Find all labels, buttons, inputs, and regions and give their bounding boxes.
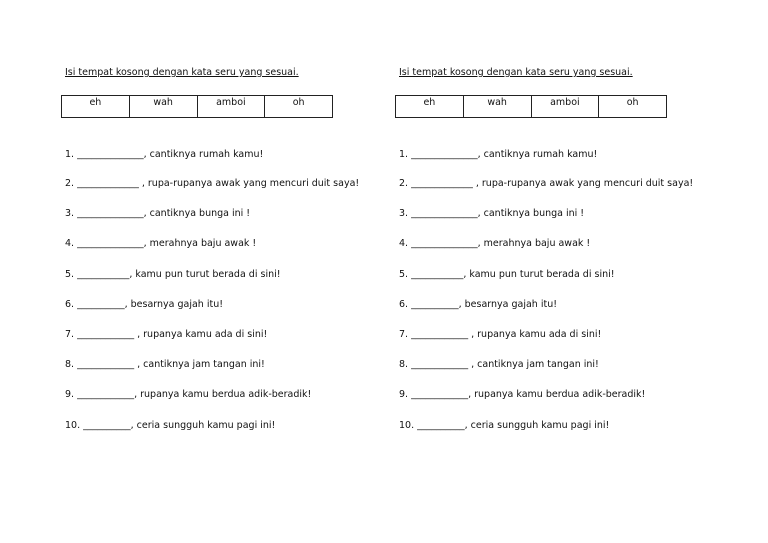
- word-bank-cell: eh: [62, 96, 130, 118]
- question-3: 3. ______________, cantiknya bunga ini !: [399, 208, 585, 219]
- question-1: 1. ______________, cantiknya rumah kamu!: [65, 149, 264, 160]
- question-10: 10. __________, ceria sungguh kamu pagi ini!: [399, 420, 610, 431]
- instruction-text: Isi tempat kosong dengan kata seru yang sesuai.: [65, 67, 299, 78]
- word-bank-cell: amboi: [197, 96, 265, 118]
- question-7: 7. ____________ , rupanya kamu ada di sini!: [399, 329, 602, 340]
- question-4: 4. ______________, merahnya baju awak !: [65, 238, 257, 249]
- question-8: 8. ____________ , cantiknya jam tangan ini!: [399, 359, 599, 370]
- word-bank-table: [395, 95, 667, 118]
- question-5: 5. ___________, kamu pun turut berada di sini!: [399, 269, 615, 280]
- word-bank-cell: oh: [599, 96, 667, 118]
- question-1: 1. ______________, cantiknya rumah kamu!: [399, 149, 598, 160]
- question-2: 2. _____________ , rupa-rupanya awak yang mencuri duit saya!: [399, 178, 694, 189]
- word-bank-cell: oh: [265, 96, 333, 118]
- question-10: 10. __________, ceria sungguh kamu pagi ini!: [65, 420, 276, 431]
- word-bank-cell: wah: [129, 96, 197, 118]
- question-4: 4. ______________, merahnya baju awak !: [399, 238, 591, 249]
- question-6: 6. __________, besarnya gajah itu!: [65, 299, 224, 310]
- question-7: 7. ____________ , rupanya kamu ada di sini!: [65, 329, 268, 340]
- question-5: 5. ___________, kamu pun turut berada di sini!: [65, 269, 281, 280]
- question-2: 2. _____________ , rupa-rupanya awak yang mencuri duit saya!: [65, 178, 360, 189]
- question-3: 3. ______________, cantiknya bunga ini !: [65, 208, 251, 219]
- instruction-text: Isi tempat kosong dengan kata seru yang sesuai.: [399, 67, 633, 78]
- question-6: 6. __________, besarnya gajah itu!: [399, 299, 558, 310]
- word-bank-cell: amboi: [531, 96, 599, 118]
- question-9: 9. ____________, rupanya kamu berdua adik-beradik!: [65, 389, 312, 400]
- worksheet-right: [399, 0, 759, 543]
- question-9: 9. ____________, rupanya kamu berdua adik-beradik!: [399, 389, 646, 400]
- word-bank-cell: wah: [463, 96, 531, 118]
- worksheet-left: [65, 0, 425, 543]
- word-bank-table: [61, 95, 333, 118]
- question-8: 8. ____________ , cantiknya jam tangan ini!: [65, 359, 265, 370]
- word-bank-cell: eh: [396, 96, 464, 118]
